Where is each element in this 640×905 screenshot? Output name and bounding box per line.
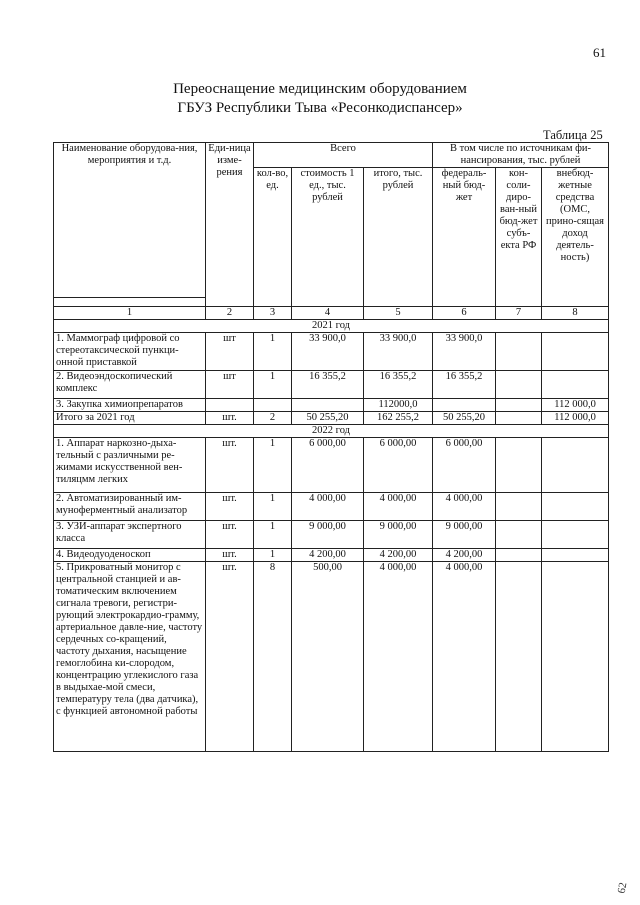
row-total: 162 255,2: [364, 412, 433, 425]
row-qty: 2: [254, 412, 292, 425]
row-total: 4 200,00: [364, 549, 433, 562]
row-extra: [542, 333, 609, 371]
row-regional: [496, 521, 542, 549]
row-regional: [496, 412, 542, 425]
page-number: 61: [593, 45, 606, 60]
row-name: 2. Видеоэндоскопический комплекс: [54, 371, 206, 399]
row-unit: шт: [206, 371, 254, 399]
row-cost: 16 355,2: [292, 371, 364, 399]
row-federal: [433, 399, 496, 412]
row-name: 4. Видеодуоденоскоп: [54, 549, 206, 562]
header-extrabudget: внебюд-жетные средства (ОМС, прино-сящая доход деятель-ность): [542, 168, 609, 307]
row-federal: 4 200,00: [433, 549, 496, 562]
row-regional: [496, 493, 542, 521]
table-row: [54, 399, 609, 412]
header-total: Всего: [254, 143, 433, 168]
row-name: 5. Прикроватный монитор с центральной станцией и ав-томатическим включением сигнала тревоги, регистри-рующий электрокардио-грамму, артериальное давле-ние, частоту сердечных со-кращений, частоту дыхания, насыщение гемоглобина ки-слородом, концентрацию углекислого газа в выдыхае-мой смеси, температуру тела (два датчика), с функцией автономной работы: [54, 562, 206, 752]
row-regional: [496, 438, 542, 493]
row-cost: 50 255,20: [292, 412, 364, 425]
row-unit: шт.: [206, 521, 254, 549]
row-regional: [496, 333, 542, 371]
row-total: 112000,0: [364, 399, 433, 412]
title-line-2: ГБУЗ Республики Тыва «Ресонкодиспансер»: [177, 100, 463, 116]
table-row: [54, 333, 609, 371]
header-unit: Еди-ница изме-рения: [206, 143, 254, 307]
col-number: 7: [496, 307, 542, 320]
row-unit: шт: [206, 333, 254, 371]
row-unit: шт.: [206, 562, 254, 752]
table-label: Таблица 25: [543, 128, 603, 142]
row-unit: шт.: [206, 493, 254, 521]
row-name: 1. Маммограф цифровой со стереотаксической пункци-онной приставкой: [54, 333, 206, 371]
col-number: 8: [542, 307, 609, 320]
header-sources: В том числе по источникам фи-нансирования, тыс. рублей: [433, 143, 609, 168]
table-row-total-2021: [54, 412, 609, 425]
row-name: 1. Аппарат наркозно-дыха-тельный с различными ре-жимами искусственной вен-тиляцмм легких: [54, 438, 206, 493]
row-federal: 6 000,00: [433, 438, 496, 493]
header-regional: кон-соли-диро-ван-ный бюд-жет субъ-екта РФ: [496, 168, 542, 307]
table-row: [54, 549, 609, 562]
col-number: 5: [364, 307, 433, 320]
row-qty: 8: [254, 562, 292, 752]
row-cost: [292, 399, 364, 412]
row-extra: [542, 438, 609, 493]
row-extra: [542, 549, 609, 562]
row-total: 16 355,2: [364, 371, 433, 399]
row-extra: [542, 521, 609, 549]
row-qty: 1: [254, 438, 292, 493]
row-extra: [542, 562, 609, 752]
row-federal: 9 000,00: [433, 521, 496, 549]
year-2021-heading: 2021 год: [54, 320, 609, 333]
row-regional: [496, 549, 542, 562]
row-cost: 6 000,00: [292, 438, 364, 493]
row-federal: 4 000,00: [433, 493, 496, 521]
row-qty: [254, 399, 292, 412]
row-qty: 1: [254, 493, 292, 521]
row-regional: [496, 399, 542, 412]
row-qty: 1: [254, 521, 292, 549]
header-name: Наименование оборудова-ния, мероприятия и т.д.: [54, 143, 206, 298]
row-total: 4 000,00: [364, 493, 433, 521]
table-row: [54, 562, 609, 752]
row-unit: шт.: [206, 412, 254, 425]
row-federal: 4 000,00: [433, 562, 496, 752]
row-name: Итого за 2021 год: [54, 412, 206, 425]
row-regional: [496, 562, 542, 752]
table-row: [54, 371, 609, 399]
table-row: [54, 521, 609, 549]
row-name: 2. Автоматизированный им-муноферментный анализатор: [54, 493, 206, 521]
corner-page-mark: 62: [615, 881, 630, 895]
row-extra: 112 000,0: [542, 412, 609, 425]
row-qty: 1: [254, 549, 292, 562]
row-extra: [542, 371, 609, 399]
row-total: 6 000,00: [364, 438, 433, 493]
row-cost: 4 200,00: [292, 549, 364, 562]
row-name: 3. УЗИ-аппарат экспертного класса: [54, 521, 206, 549]
row-total: 33 900,0: [364, 333, 433, 371]
header-qty: кол-во, ед.: [254, 168, 292, 307]
row-federal: 33 900,0: [433, 333, 496, 371]
row-unit: [206, 399, 254, 412]
row-extra: 112 000,0: [542, 399, 609, 412]
table-row: [54, 438, 609, 493]
row-federal: 50 255,20: [433, 412, 496, 425]
title-line-1: Переоснащение медицинским оборудованием: [173, 81, 467, 97]
col-number: 1: [54, 307, 206, 320]
row-federal: 16 355,2: [433, 371, 496, 399]
col-number: 6: [433, 307, 496, 320]
year-2022-heading: 2022 год: [54, 425, 609, 438]
col-number: 4: [292, 307, 364, 320]
row-cost: 4 000,00: [292, 493, 364, 521]
equipment-table: [53, 142, 609, 752]
col-number: 2: [206, 307, 254, 320]
header-federal: федераль-ный бюд-жет: [433, 168, 496, 307]
row-cost: 9 000,00: [292, 521, 364, 549]
row-cost: 33 900,0: [292, 333, 364, 371]
row-name: 3. Закупка химиопрепаратов: [54, 399, 206, 412]
row-extra: [542, 493, 609, 521]
col-number: 3: [254, 307, 292, 320]
row-total: 4 000,00: [364, 562, 433, 752]
row-cost: 500,00: [292, 562, 364, 752]
header-unit-cost: стоимость 1 ед., тыс. рублей: [292, 168, 364, 307]
header-total-cost: итого, тыс. рублей: [364, 168, 433, 307]
row-unit: шт.: [206, 438, 254, 493]
row-total: 9 000,00: [364, 521, 433, 549]
row-qty: 1: [254, 333, 292, 371]
document-title: [0, 80, 640, 118]
row-unit: шт.: [206, 549, 254, 562]
row-qty: 1: [254, 371, 292, 399]
row-regional: [496, 371, 542, 399]
table-row: [54, 493, 609, 521]
